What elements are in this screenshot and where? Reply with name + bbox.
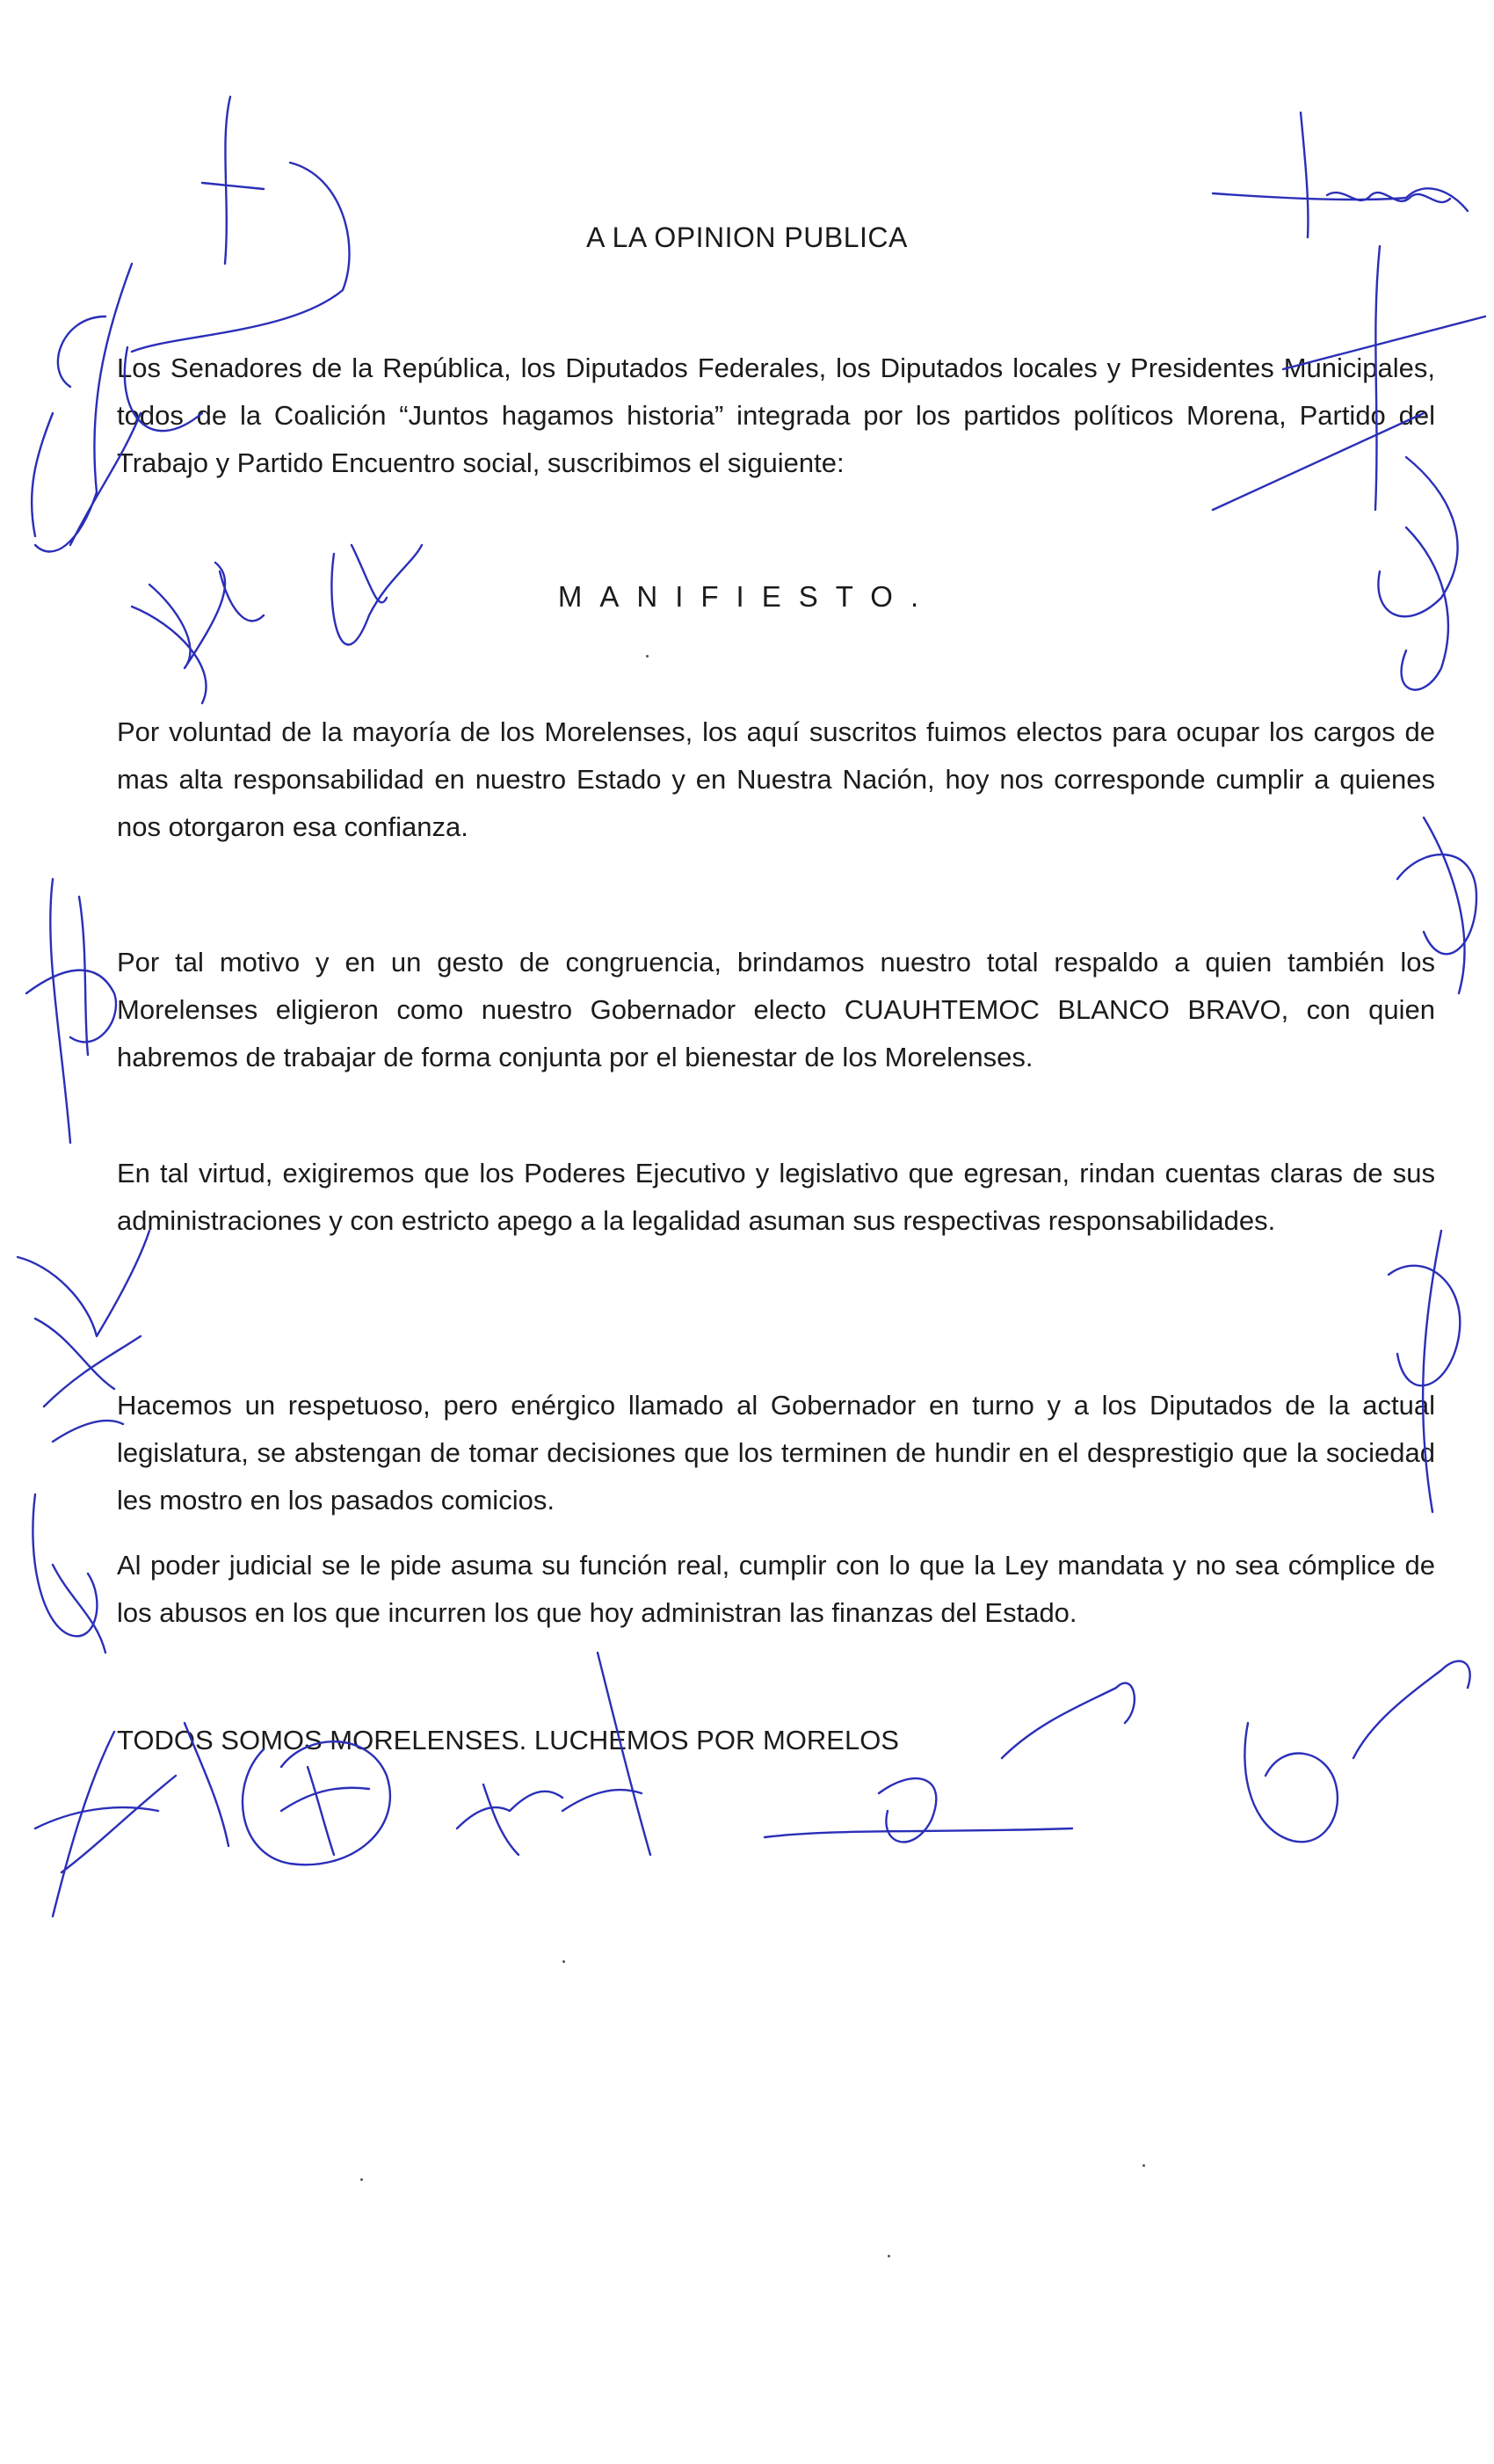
handwritten-signature-icon xyxy=(243,1741,390,1864)
scan-speck xyxy=(360,2178,363,2181)
scan-speck xyxy=(562,1960,565,1963)
paragraph-3: En tal virtud, exigiremos que los Poderes Ejecutivo y legislativo que egresan, rindan cuentas claras de sus administraciones y con estricto apego a la legalidad asuman sus respectivas responsabilidades. xyxy=(117,1158,1435,1236)
scan-speck xyxy=(888,2255,890,2257)
handwritten-signature-icon xyxy=(132,545,422,703)
scan-speck xyxy=(646,655,649,658)
handwritten-signature-icon xyxy=(33,1494,105,1653)
paragraph-4: Hacemos un respetuoso, pero enérgico llamado al Gobernador en turno y a los Diputados de la actual legislatura, se abstengan de tomar decisiones que los terminen de hundir en el desprestigio que la sociedad les mostro en los pasados comicios. xyxy=(117,1390,1435,1515)
handwritten-signature-icon xyxy=(26,879,116,1143)
document-title: A LA OPINION PUBLICA xyxy=(586,222,908,253)
manifesto-heading: MANIFIESTO. xyxy=(557,580,937,613)
handwritten-signature-icon xyxy=(1244,1661,1469,1843)
handwritten-signature-icon xyxy=(1213,113,1468,237)
intro-paragraph: Los Senadores de la República, los Diputados Federales, los Diputados locales y Presidentes Municipales, todos de la Coalición “Juntos hagamos historia” integrada por los partidos políticos Morena, Partido del Trabajo y Partido Encuentro social, suscribimos el siguiente: xyxy=(117,353,1435,478)
handwritten-signature-icon xyxy=(765,1683,1135,1843)
closing-slogan: TODOS SOMOS MORELENSES. LUCHEMOS POR MORELOS xyxy=(117,1725,899,1755)
paragraph-5: Al poder judicial se le pide asuma su función real, cumplir con lo que la Ley mandata y no sea cómplice de los abusos en los que incurren los que hoy administran las finanzas del Estado. xyxy=(117,1550,1435,1628)
paragraph-2: Por tal motivo y en un gesto de congruencia, brindamos nuestro total respaldo a quien también los Morelenses eligieron como nuestro Gobernador electo CUAUHTEMOC BLANCO BRAVO, con quien habremos de trabajar de forma conjunta por el bienestar de los Morelenses. xyxy=(117,947,1435,1072)
scan-speck xyxy=(1142,2164,1145,2167)
paragraph-1: Por voluntad de la mayoría de los Morelenses, los aquí suscritos fuimos electos para ocupar los cargos de mas alta responsabilidad en nuestro Estado y en Nuestra Nación, hoy nos corresponde cumplir a quienes nos otorgaron esa confianza. xyxy=(117,716,1435,842)
